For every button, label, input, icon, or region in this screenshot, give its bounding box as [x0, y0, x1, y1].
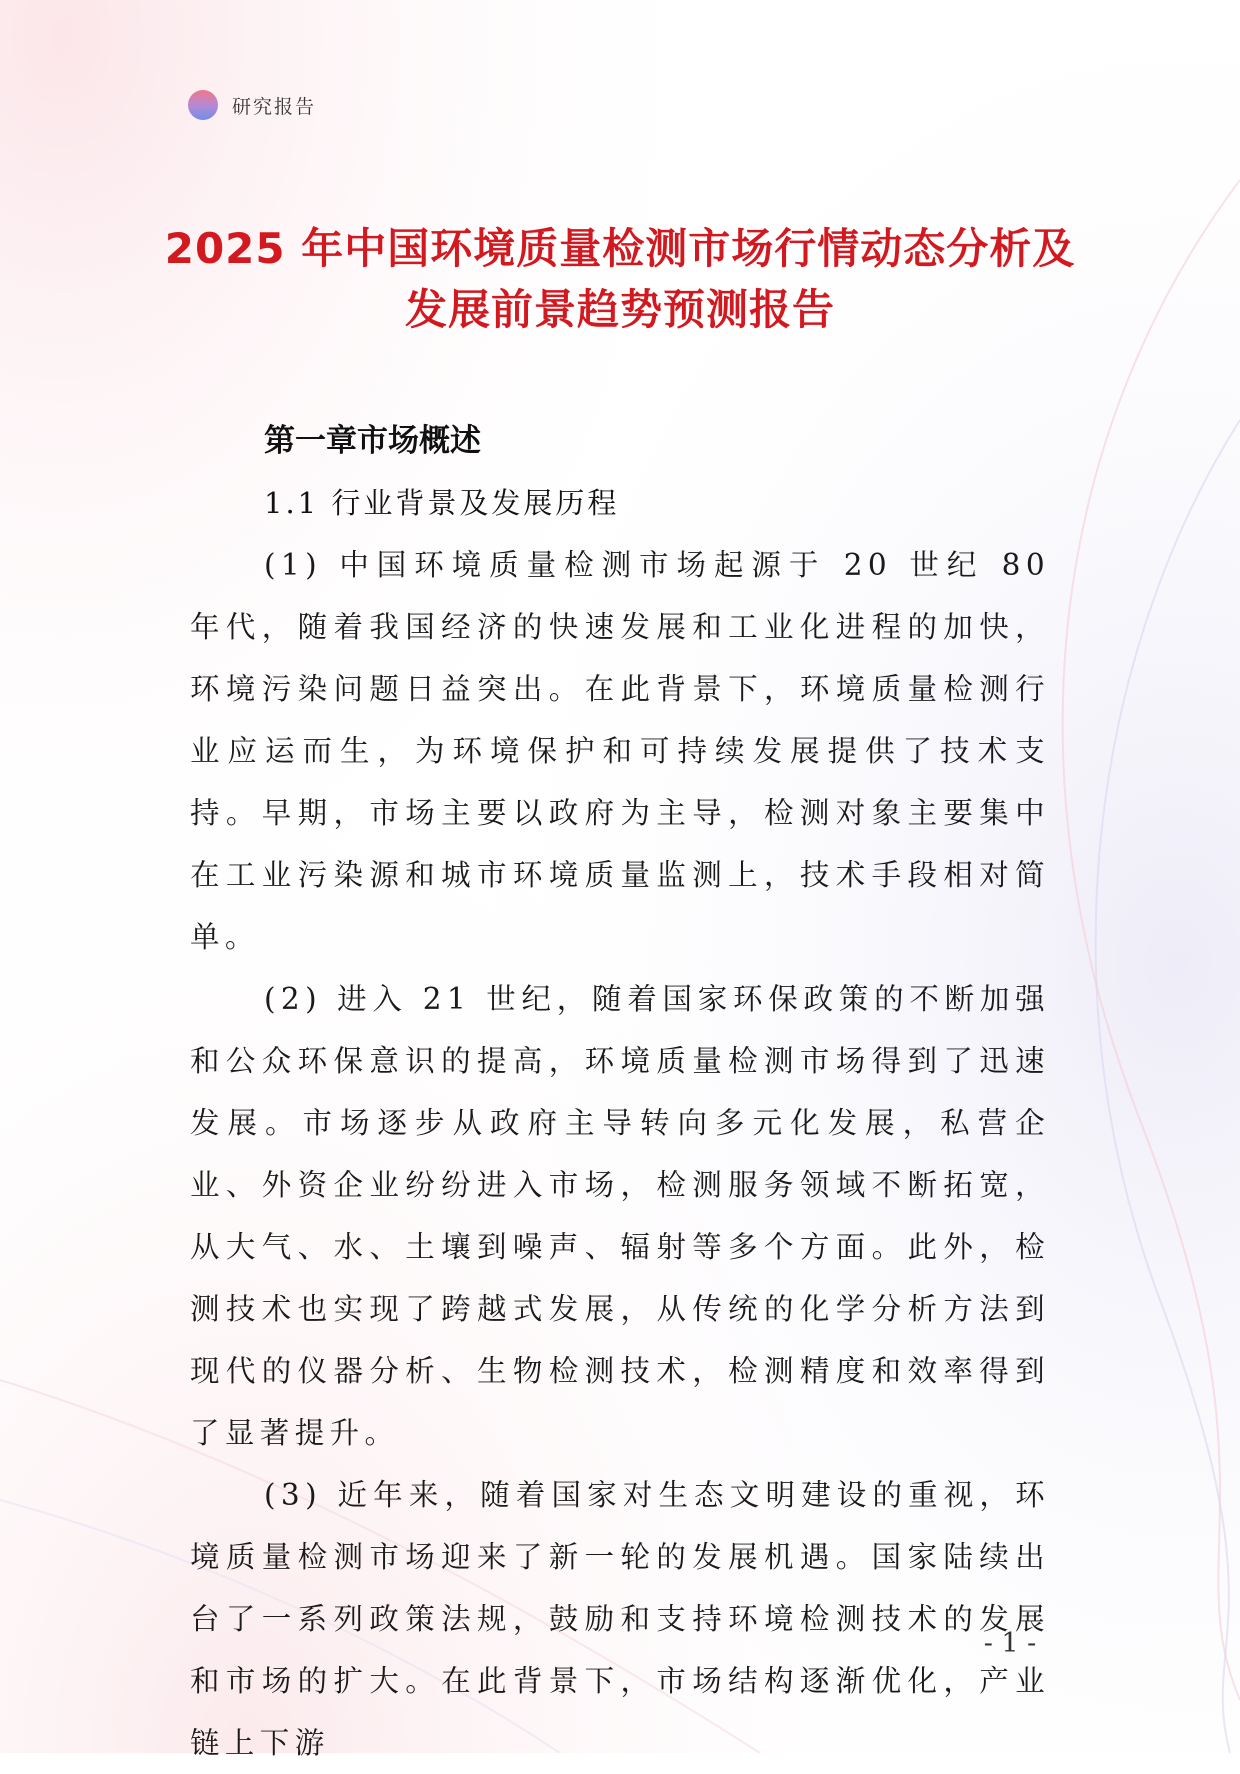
- paragraph-3: (3) 近年来，随着国家对生态文明建设的重视，环境质量检测市场迎来了新一轮的发展机遇。国家陆续出台了一系列政策法规，鼓励和支持环境检测技术的发展和市场的扩大。在此背景下，市场结构逐渐优化，产业链上下游: [190, 1478, 1050, 1760]
- chapter-heading: 第一章市场概述: [264, 423, 481, 459]
- document-title: 2025 年中国环境质量检测市场行情动态分析及发展前景趋势预测报告: [164, 224, 1076, 334]
- report-header: [188, 90, 316, 120]
- section-heading: 1.1 行业背景及发展历程: [264, 486, 620, 520]
- report-logo-icon: [188, 90, 218, 120]
- header-label: 研究报告: [232, 95, 317, 118]
- paragraph-2: (2) 进入 21 世纪，随着国家环保政策的不断加强和公众环保意识的提高，环境质量检测市场得到了迅速发展。市场逐步从政府主导转向多元化发展，私营企业、外资企业纷纷进入市场，检测服务领域不断拓宽，从大气、水、土壤到噪声、辐射等多个方面。此外，检测技术也实现了跨越式发展，从传统的化学分析方法到现代的仪器分析、生物检测技术，检测精度和效率得到了显著提升。: [190, 982, 1050, 1450]
- document-body: [190, 410, 1050, 1774]
- page-number: - 1 -: [983, 1628, 1037, 1659]
- paragraph-1: (1) 中国环境质量检测市场起源于 20 世纪 80 年代，随着我国经济的快速发展和工业化进程的加快，环境污染问题日益突出。在此背景下，环境质量检测行业应运而生，为环境保护和可持续发展提供了技术支持。早期，市场主要以政府为主导，检测对象主要集中在工业污染源和城市环境质量监测上，技术手段相对简单。: [190, 548, 1050, 954]
